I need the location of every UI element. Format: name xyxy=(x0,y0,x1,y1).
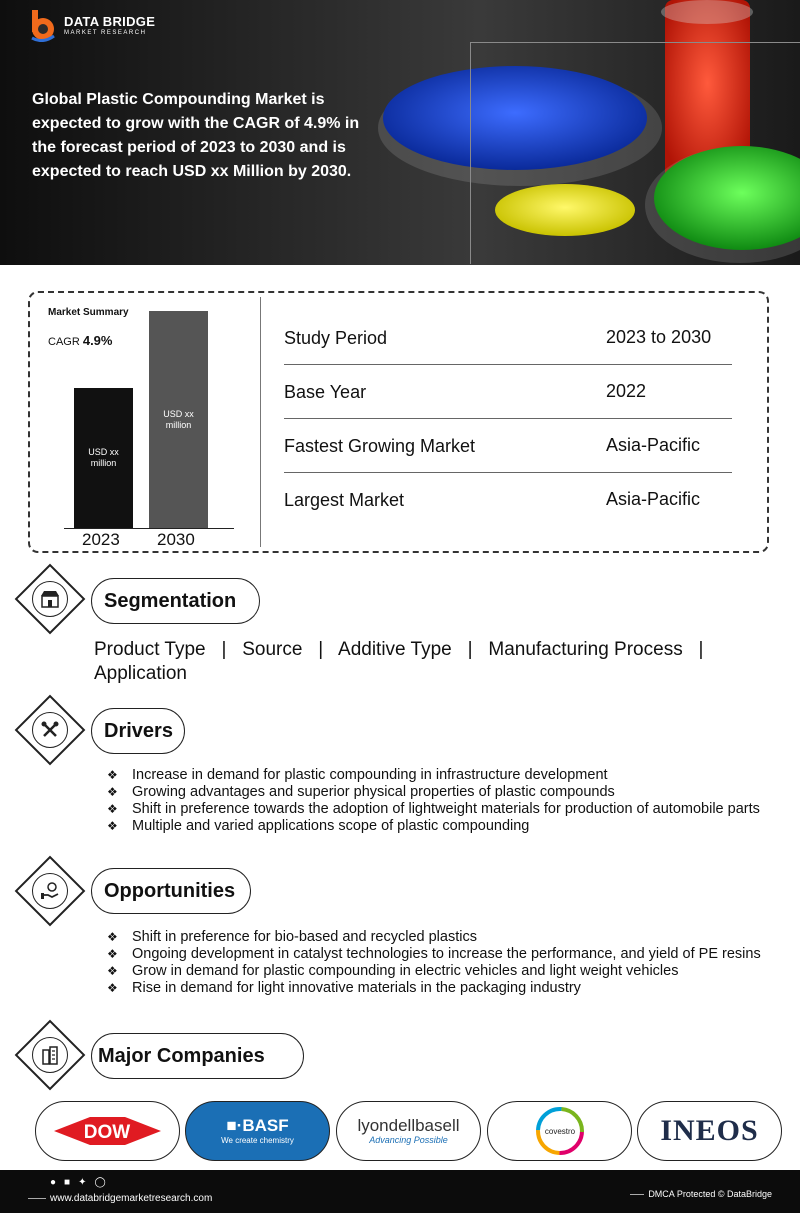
segmentation-list xyxy=(94,638,794,686)
stat-key: Study Period xyxy=(284,328,388,348)
opportunities-badge xyxy=(15,856,86,927)
drivers-badge xyxy=(15,695,86,766)
market-summary-label: Market Summary xyxy=(48,307,129,318)
stat-key: Fastest Growing Market xyxy=(284,436,476,456)
segment-item: Manufacturing Process xyxy=(488,639,683,660)
segment-separator: | xyxy=(467,639,473,660)
cagr-label: CAGR xyxy=(48,336,80,348)
stat-row-largest-market xyxy=(284,473,732,527)
basf-square-icon: ■· xyxy=(226,1116,243,1135)
drivers-list xyxy=(107,767,767,835)
covestro-wordmark: covestro xyxy=(544,1127,575,1136)
instagram-icon[interactable]: ◯ xyxy=(94,1177,106,1188)
opportunity-item: ❖ Ongoing development in catalyst technologies to increase the performance, and yield of PE resins xyxy=(107,946,767,963)
social-icons xyxy=(50,1177,106,1188)
segmentation-heading: Segmentation xyxy=(91,578,260,624)
tools-icon xyxy=(32,712,68,748)
company-logo-dow xyxy=(35,1101,180,1161)
bar-2023 xyxy=(74,388,133,528)
company-logo-lyondellbasell xyxy=(336,1101,481,1161)
stat-value: 2022 xyxy=(606,381,647,401)
company-logo-covestro xyxy=(487,1101,632,1161)
stat-row-base-year xyxy=(284,365,732,419)
driver-item: ❖ Shift in preference towards the adoption of lightweight materials for production of automobile parts xyxy=(107,801,767,818)
segment-separator: | xyxy=(318,639,324,660)
buildings-icon xyxy=(32,1037,68,1073)
segmentation-badge xyxy=(15,564,86,635)
basf-wordmark: BASF xyxy=(242,1116,289,1135)
stat-value: 2023 to 2030 xyxy=(606,327,712,347)
summary-stats xyxy=(284,311,732,527)
hand-coin-icon xyxy=(32,873,68,909)
market-summary-box xyxy=(28,291,769,553)
bar-2030 xyxy=(149,311,208,528)
opportunity-item: ❖ Grow in demand for plastic compounding in electric vehicles and light weight vehicles xyxy=(107,963,767,980)
basf-tagline: We create chemistry xyxy=(221,1136,294,1145)
brand-subtitle: MARKET RESEARCH xyxy=(64,29,147,36)
logo-icon xyxy=(28,8,58,42)
hero-frame-line xyxy=(470,42,800,264)
stat-row-study-period xyxy=(284,311,732,365)
companies-heading: Major Companies xyxy=(91,1033,304,1079)
segment-separator: | xyxy=(698,639,704,660)
footer xyxy=(0,1170,800,1213)
driver-item: ❖ Multiple and varied applications scope of plastic compounding xyxy=(107,818,767,835)
stat-key: Base Year xyxy=(284,382,367,402)
market-summary-chart xyxy=(30,293,260,551)
dow-wordmark: DOW xyxy=(83,1122,131,1143)
opportunities-heading: Opportunities xyxy=(91,868,251,914)
cagr-value: 4.9% xyxy=(82,333,113,348)
facebook-icon[interactable]: ■ xyxy=(64,1177,71,1188)
segment-item: Product Type xyxy=(94,639,206,660)
driver-item: ❖ Growing advantages and superior physical properties of plastic compounds xyxy=(107,784,767,801)
hero-headline: Global Plastic Compounding Market is expected to grow with the CAGR of 4.9% in the forecast period of 2023 to 2030 and is expected to reach USD xx Million by 2030. xyxy=(32,91,360,180)
lyondellbasell-wordmark: lyondellbasell xyxy=(357,1116,460,1135)
drivers-heading: Drivers xyxy=(91,708,185,754)
company-logo-ineos xyxy=(637,1101,782,1161)
storefront-icon xyxy=(32,581,68,617)
company-logo-basf xyxy=(185,1101,330,1161)
companies-badge xyxy=(15,1020,86,1091)
stat-value: Asia-Pacific xyxy=(606,435,701,455)
website-link[interactable]: www.databridgemarketresearch.com xyxy=(28,1193,212,1204)
twitter-icon[interactable]: ✦ xyxy=(78,1177,87,1188)
bar-2030-label: USD xx million xyxy=(163,408,194,430)
cagr-readout xyxy=(48,333,112,348)
tick-label-2023: 2023 xyxy=(82,530,120,549)
stat-value: Asia-Pacific xyxy=(606,489,701,509)
opportunity-item: ❖ Rise in demand for light innovative materials in the packaging industry xyxy=(107,980,767,997)
segment-separator: | xyxy=(221,639,227,660)
opportunity-item: ❖ Shift in preference for bio-based and recycled plastics xyxy=(107,929,767,946)
brand-title: DATA BRIDGE xyxy=(64,13,156,29)
segment-item: Additive Type xyxy=(338,639,452,660)
opportunities-list xyxy=(107,929,767,997)
brand-logo xyxy=(28,8,155,42)
ineos-wordmark: INEOS xyxy=(660,1114,759,1147)
tick-label-2030: 2030 xyxy=(157,530,195,549)
segment-item: Source xyxy=(242,639,303,660)
whatsapp-icon[interactable]: ● xyxy=(50,1177,57,1188)
chart-divider xyxy=(260,297,261,547)
driver-item: ❖ Increase in demand for plastic compounding in infrastructure development xyxy=(107,767,767,784)
hero-banner xyxy=(0,0,800,265)
chart-x-axis xyxy=(64,528,234,529)
stat-row-fastest-growing xyxy=(284,419,732,473)
bar-2023-label: USD xx million xyxy=(88,447,119,468)
segment-item: Application xyxy=(94,663,187,684)
lyondellbasell-tagline: Advancing Possible xyxy=(369,1135,448,1145)
stat-key: Largest Market xyxy=(284,490,405,510)
dmca-notice: DMCA Protected © DataBridge xyxy=(630,1189,772,1199)
